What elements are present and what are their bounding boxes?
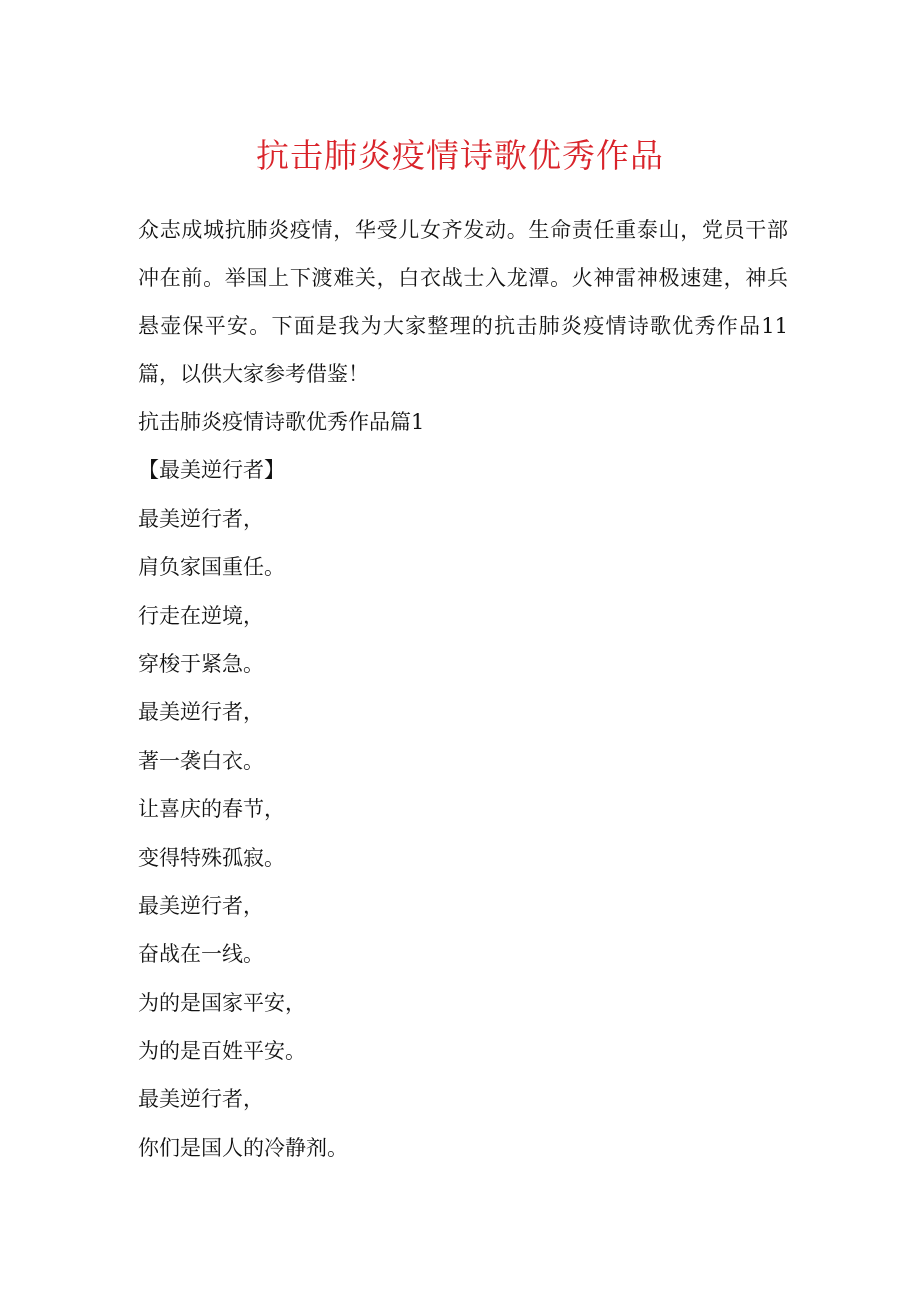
document-title: 抗击肺炎疫情诗歌优秀作品 xyxy=(256,136,664,175)
poem-line: 为的是国家平安， xyxy=(138,990,306,1015)
poem-line: 行走在逆境， xyxy=(138,603,264,628)
poem-line: 最美逆行者， xyxy=(138,506,264,531)
poem-line: 穿梭于紧急。 xyxy=(138,651,264,676)
poem-line: 让喜庆的春节， xyxy=(138,797,285,822)
poem-line: 最美逆行者， xyxy=(138,700,264,725)
intro-paragraph: 众志成城抗肺炎疫情，华受儿女齐发动。生命责任重泰山，党员干部冲在前。举国上下渡难关，白衣战士入龙潭。火神雷神极速建，神兵悬壶保平安。下面是我为大家整理的抗击肺炎疫情诗歌优秀作品11篇，以供大家参考借鉴！ xyxy=(138,218,788,386)
poem-title: 【最美逆行者】 xyxy=(138,458,285,483)
poem-line: 肩负家国重任。 xyxy=(138,555,285,580)
poem-section xyxy=(138,398,788,1172)
poem-line: 著一袭白衣。 xyxy=(138,748,264,773)
section-heading: 抗击肺炎疫情诗歌优秀作品篇1 xyxy=(138,410,425,434)
poem-line: 最美逆行者， xyxy=(138,1087,264,1112)
poem-line: 最美逆行者， xyxy=(138,893,264,918)
poem-line: 奋战在一线。 xyxy=(138,942,264,967)
poem-line: 变得特殊孤寂。 xyxy=(138,845,285,870)
poem-line: 你们是国人的冷静剂。 xyxy=(138,1135,348,1160)
poem-line: 为的是百姓平安。 xyxy=(138,1039,306,1064)
